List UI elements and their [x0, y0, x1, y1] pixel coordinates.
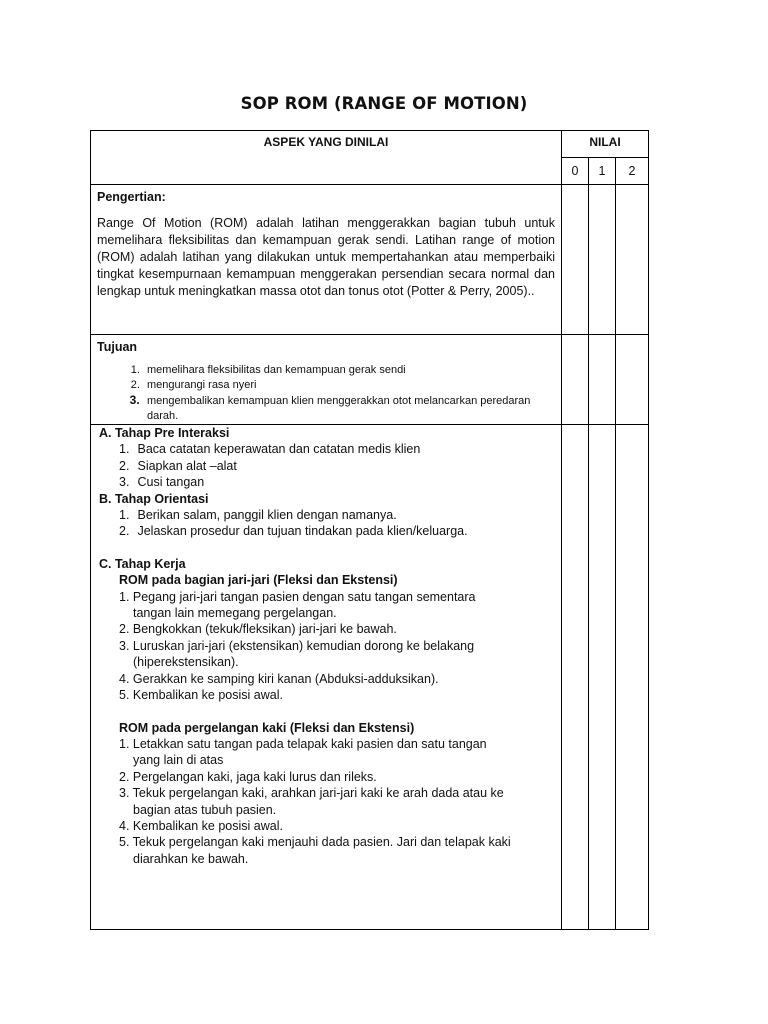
list-item-continuation: diarahkan ke bawah.: [133, 851, 249, 866]
score-cell-1[interactable]: [589, 335, 616, 425]
list-item: 1. memelihara fleksibilitas dan kemampuan gerak sendi: [143, 363, 555, 378]
orientasi-heading: B. Tahap Orientasi: [99, 491, 209, 506]
score-2-header: 2: [616, 158, 649, 185]
rom-jari-heading: ROM pada bagian jari-jari (Fleksi dan Ekstensi): [119, 573, 398, 588]
list-item: 3. Cusi tangan: [119, 475, 205, 490]
pre-interaksi-heading: A. Tahap Pre Interaksi: [99, 426, 230, 440]
score-cell-0[interactable]: [562, 185, 589, 335]
list-item-continuation: bagian atas tubuh pasien.: [133, 802, 277, 817]
score-cell-1[interactable]: [589, 425, 616, 930]
header-nilai: NILAI: [562, 131, 649, 158]
list-item: 1. Baca catatan keperawatan dan catatan medis klien: [119, 442, 421, 457]
list-item: 1. Berikan salam, panggil klien dengan namanya.: [119, 508, 397, 523]
score-cell-2[interactable]: [616, 425, 649, 930]
list-item: 3. Tekuk pergelangan kaki, arahkan jari-jari kaki ke arah dada atau ke: [119, 786, 504, 801]
list-item: 1. Letakkan satu tangan pada telapak kaki pasien dan satu tangan: [119, 736, 487, 751]
list-item: 2. Pergelangan kaki, jaga kaki lurus dan rileks.: [119, 769, 377, 784]
score-cell-0[interactable]: [562, 335, 589, 425]
tahap-cell: [91, 425, 562, 930]
list-item: 1. Pegang jari-jari tangan pasien dengan satu tangan sementara: [119, 589, 476, 604]
tujuan-cell: [91, 335, 562, 425]
list-item: 2. Jelaskan prosedur dan tujuan tindakan pada klien/keluarga.: [119, 524, 468, 539]
document-title: SOP ROM (RANGE OF MOTION): [240, 94, 528, 113]
list-item-continuation: yang lain di atas: [133, 753, 224, 768]
list-item-continuation: (hiperekstensikan).: [133, 655, 239, 670]
sop-table: [90, 130, 649, 930]
score-cell-2[interactable]: [616, 335, 649, 425]
list-item: 4. Kembalikan ke posisi awal.: [119, 818, 283, 833]
list-item: 5. Kembalikan ke posisi awal.: [119, 688, 283, 703]
list-item: 2. Siapkan alat –alat: [119, 458, 237, 473]
list-item: 2. mengurangi rasa nyeri: [143, 378, 555, 393]
score-cell-0[interactable]: [562, 425, 589, 930]
list-item: 4. Gerakkan ke samping kiri kanan (Abduksi-adduksikan).: [119, 671, 439, 686]
pengertian-heading: Pengertian:: [97, 190, 166, 204]
kerja-heading: C. Tahap Kerja: [99, 556, 186, 571]
list-item: 2. Bengkokkan (tekuk/fleksikan) jari-jari ke bawah.: [119, 622, 397, 637]
list-item: 3. Luruskan jari-jari (ekstensikan) kemudian dorong ke belakang: [119, 638, 475, 653]
pengertian-text: Range Of Motion (ROM) adalah latihan menggerakkan bagian tubuh untuk memelihara fleksibilitas dan kemampuan gerak sendi. Latihan range of motion (ROM) adalah latihan yang dilakukan untuk mempertahankan atau memperbaiki tingkat kesempurnaan kemampuan menggerakan persendian secara normal dan lengkap untuk meningkatkan massa otot dan tonus otot (Potter & Perry, 2005)..: [97, 216, 555, 298]
score-1-header: 1: [589, 158, 616, 185]
score-cell-2[interactable]: [616, 185, 649, 335]
score-0-header: 0: [562, 158, 589, 185]
tujuan-heading: Tujuan: [97, 340, 138, 354]
list-item-continuation: tangan lain memegang pergelangan.: [133, 606, 337, 621]
rom-kaki-heading: ROM pada pergelangan kaki (Fleksi dan Ekstensi): [119, 720, 415, 735]
list-item: 3. mengembalikan kemampuan klien menggerakkan otot melancarkan peredaran darah.: [143, 393, 555, 424]
score-cell-1[interactable]: [589, 185, 616, 335]
header-aspek: ASPEK YANG DINILAI: [91, 131, 562, 185]
tujuan-list: [97, 363, 555, 424]
pengertian-cell: [91, 185, 562, 335]
list-item: 5. Tekuk pergelangan kaki menjauhi dada pasien. Jari dan telapak kaki: [119, 835, 511, 850]
